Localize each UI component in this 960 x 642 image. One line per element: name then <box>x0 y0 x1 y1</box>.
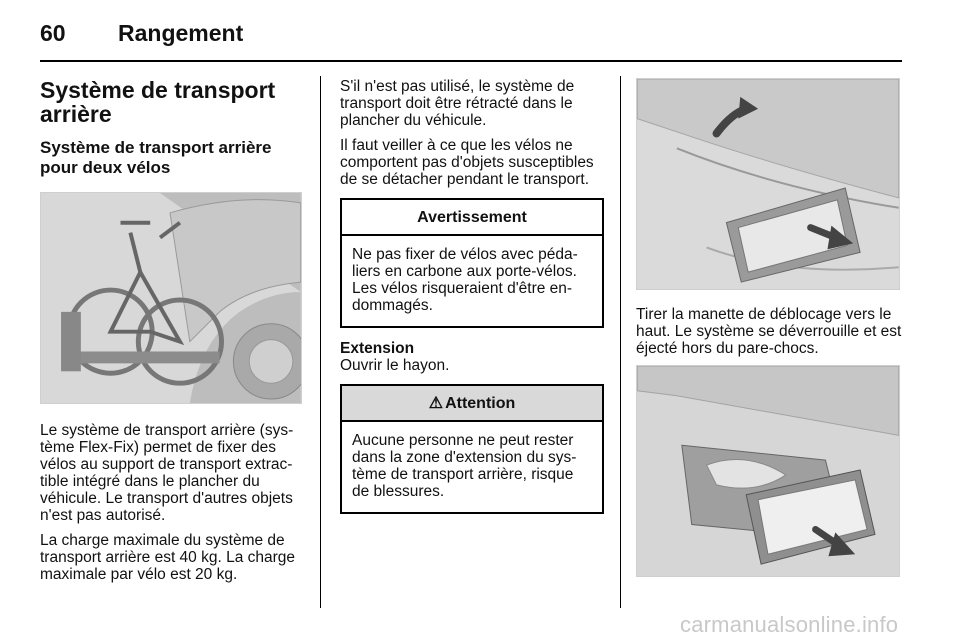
attention-header <box>342 386 602 422</box>
section-subheading: Système de transport arrière pour deux vélos <box>40 138 272 177</box>
column-2 <box>340 78 604 526</box>
carrier-ejected-illustration <box>636 365 900 577</box>
attention-text: Aucune personne ne peut rester dans la zone d'extension du sys-tème de transport arrière, risque de blessures. <box>352 432 577 500</box>
release-paragraph: Tirer la manette de déblocage vers le haut. Le système se déverrouille et est éjecté hors du pare-chocs. <box>636 306 902 357</box>
page-number: 60 <box>40 20 66 46</box>
column-divider-1 <box>320 76 321 608</box>
carrier-ejected-drawing <box>637 366 899 576</box>
intro-paragraph: Le système de transport arrière (sys-tème Flex-Fix) permet de fixer des vélos au support de transport extrac-tible intégré dans le plancher du véhicule. Le transport d'autres objets n'est pas autorisé. <box>40 422 294 524</box>
header-rule <box>40 60 902 62</box>
release-lever-illustration <box>636 78 900 290</box>
column-1 <box>40 78 304 591</box>
attention-title: Attention <box>445 394 516 412</box>
section-heading: Système de transport arrière <box>40 77 276 127</box>
column-divider-2 <box>620 76 621 608</box>
extension-text: Ouvrir le hayon. <box>340 357 450 374</box>
release-lever-drawing <box>637 79 899 289</box>
bike-carrier-drawing <box>41 193 301 403</box>
loose-objects-paragraph: Il faut veiller à ce que les vélos ne comportent pas d'objets susceptibles de se détacher pendant le transport. <box>340 137 594 188</box>
attention-box <box>340 384 604 514</box>
retract-paragraph: S'il n'est pas utilisé, le système de transport doit être rétracté dans le plancher du véhicule. <box>340 78 575 129</box>
page-header <box>40 20 902 60</box>
warning-box <box>340 198 604 328</box>
warning-title: Avertissement <box>342 200 602 236</box>
max-load-paragraph: La charge maximale du système de transport arrière est 40 kg. La charge maximale par vélo est 20 kg. <box>40 532 296 583</box>
warning-triangle-icon: ⚠ <box>428 394 444 412</box>
watermark: carmanualsonline.info <box>680 612 899 637</box>
warning-text: Ne pas fixer de vélos avec péda-liers en carbone aux porte-vélos. Les vélos risqueraient d'être en-dommagés. <box>352 246 578 314</box>
page-title: Rangement <box>118 20 244 46</box>
bike-carrier-illustration <box>40 192 302 404</box>
extension-heading: Extension <box>340 340 415 357</box>
column-3 <box>636 78 902 591</box>
